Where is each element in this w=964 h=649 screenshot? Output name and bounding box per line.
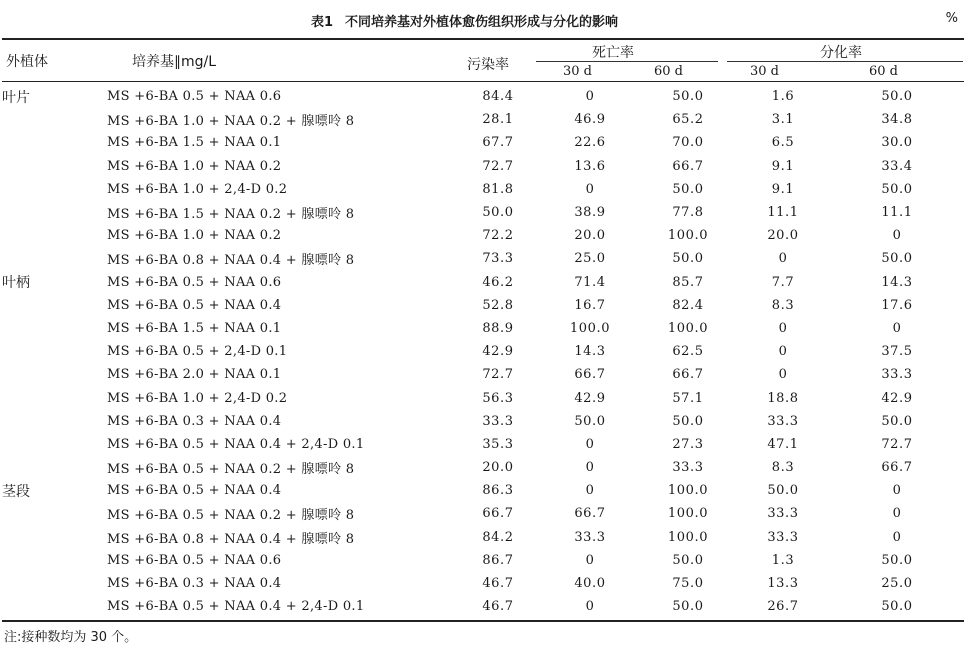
diff-60d-cell: 50.0 bbox=[881, 89, 913, 105]
explant-cell bbox=[2, 363, 107, 386]
explant-cell bbox=[2, 108, 107, 131]
explant-cell bbox=[2, 294, 107, 317]
medium-cell: MS +6-BA 0.5 + NAA 0.4 + 2,4-D 0.1 bbox=[107, 436, 365, 452]
diff-30d-cell: 9.1 bbox=[771, 158, 795, 174]
death-60d-cell: 82.4 bbox=[672, 297, 704, 313]
header-contamination: 污染率 bbox=[467, 57, 509, 73]
contamination-cell: 66.7 bbox=[482, 506, 514, 522]
death-30d-cell: 46.9 bbox=[574, 112, 606, 128]
diff-60d-cell: 0 bbox=[892, 320, 902, 336]
medium-cell: MS +6-BA 1.0 + NAA 0.2 bbox=[107, 228, 282, 244]
table-row bbox=[2, 340, 962, 363]
header-rule bbox=[2, 81, 964, 82]
diff-60d-cell: 50.0 bbox=[881, 251, 913, 267]
death-60d-cell: 100.0 bbox=[667, 506, 709, 522]
table-row bbox=[2, 247, 962, 270]
diff-30d-cell: 9.1 bbox=[771, 181, 795, 197]
contamination-cell: 20.0 bbox=[482, 460, 514, 476]
death-60d-cell: 100.0 bbox=[667, 529, 709, 545]
diff-60d-cell: 25.0 bbox=[881, 576, 913, 592]
table-title bbox=[311, 11, 618, 30]
explant-cell bbox=[2, 155, 107, 178]
contamination-cell: 52.8 bbox=[482, 297, 514, 313]
diff-60d-cell: 33.3 bbox=[881, 367, 913, 383]
table-row bbox=[2, 317, 962, 340]
diff-60d-cell: 66.7 bbox=[881, 460, 913, 476]
contamination-cell: 84.4 bbox=[482, 89, 514, 105]
medium-cell: MS +6-BA 2.0 + NAA 0.1 bbox=[107, 367, 282, 383]
contamination-cell: 86.3 bbox=[482, 483, 514, 499]
diff-30d-cell: 8.3 bbox=[771, 460, 795, 476]
explant-cell bbox=[2, 410, 107, 433]
death-subrule bbox=[536, 61, 718, 62]
diff-30d-cell: 33.3 bbox=[767, 413, 799, 429]
medium-cell: MS +6-BA 0.5 + NAA 0.6 bbox=[107, 552, 282, 568]
death-60d-cell: 33.3 bbox=[672, 460, 704, 476]
explant-cell bbox=[2, 386, 107, 409]
table-row bbox=[2, 178, 962, 201]
medium-cell: MS +6-BA 1.5 + NAA 0.1 bbox=[107, 135, 282, 151]
death-60d-cell: 100.0 bbox=[667, 483, 709, 499]
death-30d-cell: 0 bbox=[585, 89, 595, 105]
diff-30d-cell: 8.3 bbox=[771, 297, 795, 313]
contamination-cell: 73.3 bbox=[482, 251, 514, 267]
death-60d-cell: 66.7 bbox=[672, 158, 704, 174]
death-30d-cell: 50.0 bbox=[574, 413, 606, 429]
contamination-cell: 72.7 bbox=[482, 158, 514, 174]
death-30d-cell: 0 bbox=[585, 436, 595, 452]
explant-cell bbox=[2, 340, 107, 363]
death-30d-cell: 33.3 bbox=[574, 529, 606, 545]
diff-60d-cell: 34.8 bbox=[881, 112, 913, 128]
contamination-cell: 35.3 bbox=[482, 436, 514, 452]
medium-cell: MS +6-BA 0.5 + NAA 0.4 + 2,4-D 0.1 bbox=[107, 599, 365, 615]
death-30d-cell: 0 bbox=[585, 552, 595, 568]
diff-60d-cell: 17.6 bbox=[881, 297, 913, 313]
death-30d-cell: 42.9 bbox=[574, 390, 606, 406]
contamination-cell: 84.2 bbox=[482, 529, 514, 545]
medium-cell: MS +6-BA 1.5 + NAA 0.1 bbox=[107, 320, 282, 336]
contamination-cell: 67.7 bbox=[482, 135, 514, 151]
death-60d-cell: 50.0 bbox=[672, 89, 704, 105]
death-60d-cell: 100.0 bbox=[667, 228, 709, 244]
contamination-cell: 42.9 bbox=[482, 344, 514, 360]
contamination-cell: 33.3 bbox=[482, 413, 514, 429]
table-row bbox=[2, 85, 962, 108]
table-unit: % bbox=[945, 11, 958, 26]
diff-60d-cell: 72.7 bbox=[881, 436, 913, 452]
contamination-cell: 72.2 bbox=[482, 228, 514, 244]
contamination-cell: 81.8 bbox=[482, 181, 514, 197]
table-row bbox=[2, 433, 962, 456]
diff-60d-cell: 50.0 bbox=[881, 599, 913, 615]
diff-30d-cell: 6.5 bbox=[771, 135, 795, 151]
medium-cell: MS +6-BA 0.5 + NAA 0.2 + 腺嘌呤 8 bbox=[107, 508, 355, 524]
header-death: 死亡率 bbox=[592, 45, 634, 61]
explant-cell bbox=[2, 178, 107, 201]
death-60d-cell: 50.0 bbox=[672, 181, 704, 197]
diff-30d-cell: 33.3 bbox=[767, 506, 799, 522]
contamination-cell: 88.9 bbox=[482, 320, 514, 336]
table-row bbox=[2, 224, 962, 247]
contamination-cell: 50.0 bbox=[482, 205, 514, 221]
contamination-cell: 46.7 bbox=[482, 576, 514, 592]
table-row bbox=[2, 572, 962, 595]
explant-cell bbox=[2, 433, 107, 456]
medium-cell: MS +6-BA 0.8 + NAA 0.4 + 腺嘌呤 8 bbox=[107, 253, 355, 269]
medium-cell: MS +6-BA 0.5 + NAA 0.6 bbox=[107, 89, 282, 105]
death-60d-cell: 62.5 bbox=[672, 344, 704, 360]
table-label: 表1 bbox=[311, 15, 334, 30]
table-row bbox=[2, 595, 962, 618]
medium-cell: MS +6-BA 0.5 + NAA 0.6 bbox=[107, 274, 282, 290]
death-30d-cell: 0 bbox=[585, 181, 595, 197]
explant-cell bbox=[2, 317, 107, 340]
diff-30d-cell: 1.6 bbox=[771, 89, 795, 105]
table-row bbox=[2, 526, 962, 549]
explant-cell: 叶柄 bbox=[2, 275, 30, 292]
death-60d-cell: 50.0 bbox=[672, 552, 704, 568]
death-60d-cell: 66.7 bbox=[672, 367, 704, 383]
death-30d-cell: 38.9 bbox=[574, 205, 606, 221]
medium-cell: MS +6-BA 1.0 + 2,4-D 0.2 bbox=[107, 390, 288, 406]
explant-cell bbox=[2, 526, 107, 549]
diff-30d-cell: 0 bbox=[778, 367, 788, 383]
contamination-cell: 56.3 bbox=[482, 390, 514, 406]
diff-60d-cell: 37.5 bbox=[881, 344, 913, 360]
diff-30d-cell: 50.0 bbox=[767, 483, 799, 499]
header-death-60d: 60 d bbox=[654, 64, 683, 79]
diff-60d-cell: 0 bbox=[892, 529, 902, 545]
diff-60d-cell: 30.0 bbox=[881, 135, 913, 151]
death-30d-cell: 25.0 bbox=[574, 251, 606, 267]
explant-cell bbox=[2, 572, 107, 595]
table-row bbox=[2, 294, 962, 317]
top-rule bbox=[2, 38, 964, 40]
diff-60d-cell: 50.0 bbox=[881, 413, 913, 429]
death-30d-cell: 22.6 bbox=[574, 135, 606, 151]
table-row bbox=[2, 549, 962, 572]
death-60d-cell: 77.8 bbox=[672, 205, 704, 221]
diff-30d-cell: 47.1 bbox=[767, 436, 799, 452]
table-note: 注:接种数均为 30 个。 bbox=[4, 630, 138, 645]
death-30d-cell: 0 bbox=[585, 483, 595, 499]
diff-30d-cell: 0 bbox=[778, 320, 788, 336]
header-differentiation: 分化率 bbox=[820, 45, 862, 61]
diff-30d-cell: 26.7 bbox=[767, 599, 799, 615]
medium-cell: MS +6-BA 0.3 + NAA 0.4 bbox=[107, 576, 282, 592]
contamination-cell: 86.7 bbox=[482, 552, 514, 568]
diff-30d-cell: 20.0 bbox=[767, 228, 799, 244]
diff-30d-cell: 11.1 bbox=[767, 205, 799, 221]
explant-cell: 叶片 bbox=[2, 89, 30, 106]
header-explant: 外植体 bbox=[6, 54, 48, 70]
bottom-rule bbox=[2, 620, 964, 622]
header-death-30d: 30 d bbox=[563, 64, 592, 79]
death-60d-cell: 85.7 bbox=[672, 274, 704, 290]
explant-cell bbox=[2, 595, 107, 618]
explant-cell bbox=[2, 456, 107, 479]
death-30d-cell: 0 bbox=[585, 460, 595, 476]
table-row bbox=[2, 386, 962, 409]
medium-cell: MS +6-BA 1.5 + NAA 0.2 + 腺嘌呤 8 bbox=[107, 207, 355, 223]
explant-cell: 茎段 bbox=[2, 483, 30, 500]
diff-30d-cell: 3.1 bbox=[771, 112, 795, 128]
explant-cell bbox=[2, 224, 107, 247]
contamination-cell: 46.2 bbox=[482, 274, 514, 290]
death-30d-cell: 66.7 bbox=[574, 506, 606, 522]
contamination-cell: 72.7 bbox=[482, 367, 514, 383]
death-60d-cell: 50.0 bbox=[672, 599, 704, 615]
death-30d-cell: 13.6 bbox=[574, 158, 606, 174]
diff-60d-cell: 42.9 bbox=[881, 390, 913, 406]
death-60d-cell: 65.2 bbox=[672, 112, 704, 128]
diff-30d-cell: 13.3 bbox=[767, 576, 799, 592]
death-30d-cell: 100.0 bbox=[569, 320, 611, 336]
medium-cell: MS +6-BA 1.0 + NAA 0.2 + 腺嘌呤 8 bbox=[107, 114, 355, 130]
table-row bbox=[2, 410, 962, 433]
death-30d-cell: 16.7 bbox=[574, 297, 606, 313]
table-row bbox=[2, 502, 962, 525]
diff-60d-cell: 14.3 bbox=[881, 274, 913, 290]
table-row bbox=[2, 201, 962, 224]
diff-30d-cell: 0 bbox=[778, 344, 788, 360]
death-30d-cell: 14.3 bbox=[574, 344, 606, 360]
medium-cell: MS +6-BA 0.5 + NAA 0.2 + 腺嘌呤 8 bbox=[107, 462, 355, 478]
death-30d-cell: 20.0 bbox=[574, 228, 606, 244]
death-60d-cell: 100.0 bbox=[667, 320, 709, 336]
table-title-text: 不同培养基对外植体愈伤组织形成与分化的影响 bbox=[345, 15, 619, 30]
table-row bbox=[2, 363, 962, 386]
diff-60d-cell: 50.0 bbox=[881, 552, 913, 568]
explant-cell bbox=[2, 502, 107, 525]
diff-60d-cell: 0 bbox=[892, 483, 902, 499]
diff-60d-cell: 0 bbox=[892, 228, 902, 244]
diff-30d-cell: 1.3 bbox=[771, 552, 795, 568]
death-30d-cell: 71.4 bbox=[574, 274, 606, 290]
table-row bbox=[2, 479, 962, 502]
diff-30d-cell: 33.3 bbox=[767, 529, 799, 545]
death-30d-cell: 0 bbox=[585, 599, 595, 615]
death-30d-cell: 66.7 bbox=[574, 367, 606, 383]
contamination-cell: 46.7 bbox=[482, 599, 514, 615]
medium-cell: MS +6-BA 0.5 + NAA 0.4 bbox=[107, 297, 282, 313]
diff-30d-cell: 18.8 bbox=[767, 390, 799, 406]
death-60d-cell: 70.0 bbox=[672, 135, 704, 151]
table-row bbox=[2, 271, 962, 294]
medium-cell: MS +6-BA 0.5 + 2,4-D 0.1 bbox=[107, 344, 288, 360]
results-table bbox=[2, 85, 962, 618]
diff-30d-cell: 7.7 bbox=[771, 274, 795, 290]
death-30d-cell: 40.0 bbox=[574, 576, 606, 592]
explant-cell bbox=[2, 549, 107, 572]
diff-60d-cell: 11.1 bbox=[881, 205, 913, 221]
medium-cell: MS +6-BA 0.3 + NAA 0.4 bbox=[107, 413, 282, 429]
explant-cell bbox=[2, 247, 107, 270]
contamination-cell: 28.1 bbox=[482, 112, 514, 128]
header-diff-30d: 30 d bbox=[750, 64, 779, 79]
differentiation-subrule bbox=[727, 61, 963, 62]
explant-cell bbox=[2, 201, 107, 224]
header-diff-60d: 60 d bbox=[869, 64, 898, 79]
death-60d-cell: 75.0 bbox=[672, 576, 704, 592]
medium-cell: MS +6-BA 1.0 + NAA 0.2 bbox=[107, 158, 282, 174]
table-row bbox=[2, 108, 962, 131]
diff-60d-cell: 50.0 bbox=[881, 181, 913, 197]
explant-cell bbox=[2, 131, 107, 154]
death-60d-cell: 50.0 bbox=[672, 413, 704, 429]
death-60d-cell: 27.3 bbox=[672, 436, 704, 452]
diff-30d-cell: 0 bbox=[778, 251, 788, 267]
table-row bbox=[2, 155, 962, 178]
diff-60d-cell: 33.4 bbox=[881, 158, 913, 174]
header-medium: 培养基∥mg/L bbox=[132, 54, 217, 70]
medium-cell: MS +6-BA 0.8 + NAA 0.4 + 腺嘌呤 8 bbox=[107, 531, 355, 547]
diff-60d-cell: 0 bbox=[892, 506, 902, 522]
medium-cell: MS +6-BA 0.5 + NAA 0.4 bbox=[107, 483, 282, 499]
death-60d-cell: 57.1 bbox=[672, 390, 704, 406]
table-row bbox=[2, 131, 962, 154]
medium-cell: MS +6-BA 1.0 + 2,4-D 0.2 bbox=[107, 181, 288, 197]
death-60d-cell: 50.0 bbox=[672, 251, 704, 267]
table-row bbox=[2, 456, 962, 479]
